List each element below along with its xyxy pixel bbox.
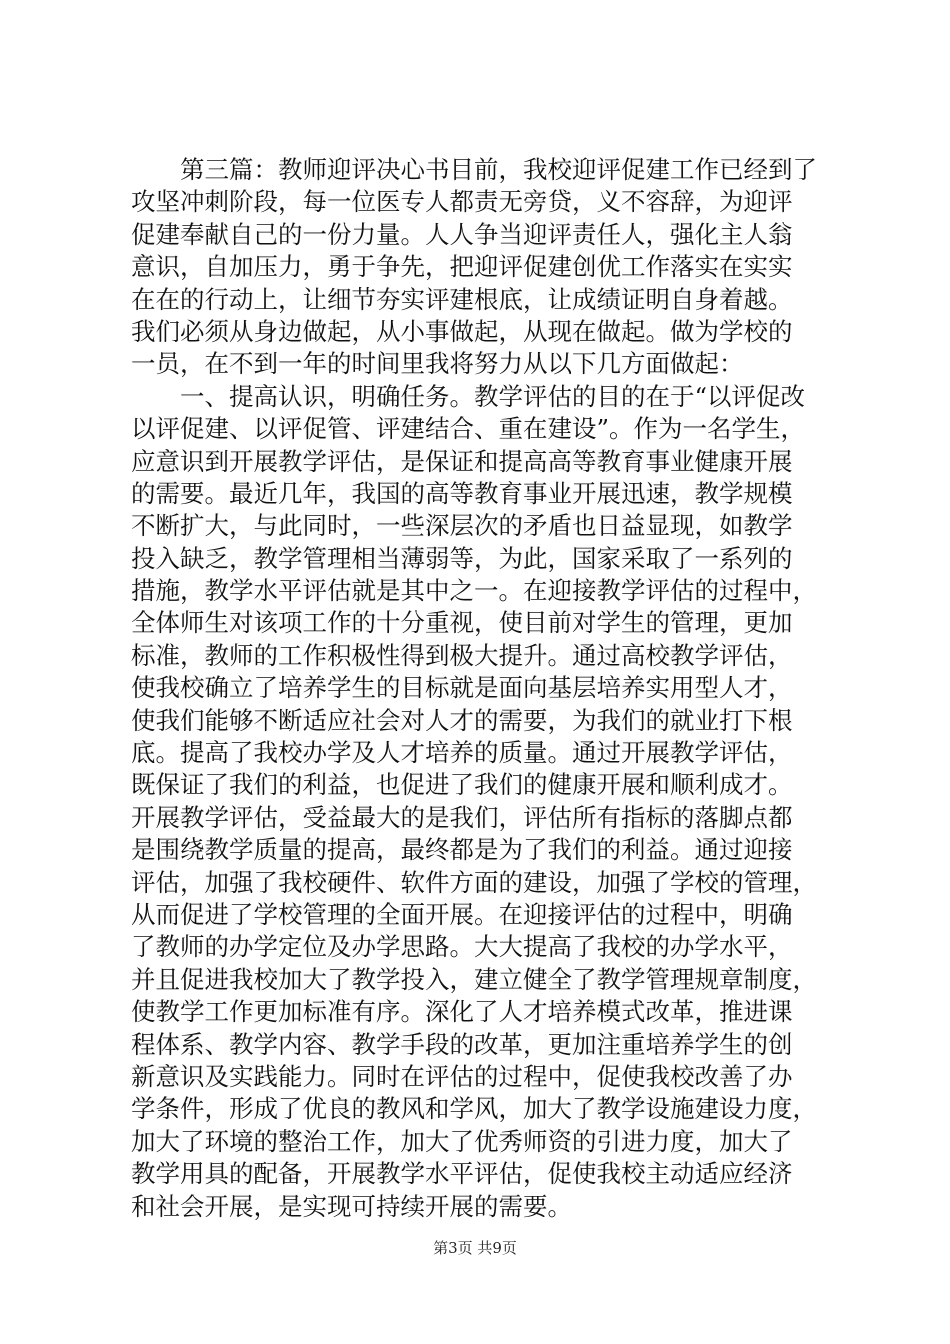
text-line: 底。提高了我校办学及人才培养的质量。通过开展教学评估， <box>131 738 793 768</box>
text-line: 使教学工作更加标准有序。深化了人才培养模式改革，推进课 <box>131 997 793 1027</box>
text-line: 不断扩大，与此同时，一些深层次的矛盾也日益显现，如教学 <box>131 511 793 541</box>
text-line: 学条件，形成了优良的教风和学风，加大了教学设施建设力度， <box>131 1094 817 1124</box>
text-line: 措施，教学水平评估就是其中之一。在迎接教学评估的过程中， <box>131 576 817 606</box>
text-line: 标准，教师的工作积极性得到极大提升。通过高校教学评估， <box>131 640 793 670</box>
text-line: 攻坚冲刺阶段，每一位医专人都责无旁贷，义不容辞，为迎评 <box>131 187 793 217</box>
text-line: 使我们能够不断适应社会对人才的需要，为我们的就业打下根 <box>131 705 793 735</box>
text-line: 投入缺乏，教学管理相当薄弱等，为此，国家采取了一系列的 <box>131 543 793 573</box>
text-line: 并且促进我校加大了教学投入，建立健全了教学管理规章制度， <box>131 964 817 994</box>
text-line: 全体师生对该项工作的十分重视，使目前对学生的管理，更加 <box>131 608 793 638</box>
text-line: 使我校确立了培养学生的目标就是面向基层培养实用型人才， <box>131 673 793 703</box>
text-line: 加大了环境的整治工作，加大了优秀师资的引进力度，加大了 <box>131 1126 793 1156</box>
document-body <box>131 154 834 1223</box>
text-line: 程体系、教学内容、教学手段的改革，更加注重培养学生的创 <box>131 1029 793 1059</box>
text-line: 一、提高认识，明确任务。教学评估的目的在于“以评促改 <box>131 381 806 411</box>
text-line: 是围绕教学质量的提高，最终都是为了我们的利益。通过迎接 <box>131 835 793 865</box>
text-line: 和社会开展，是实现可持续开展的需要。 <box>131 1191 572 1221</box>
text-line: 的需要。最近几年，我国的高等教育事业开展迅速，教学规模 <box>131 478 793 508</box>
text-line: 促建奉献自己的一份力量。人人争当迎评责任人，强化主人翁 <box>131 219 793 249</box>
text-line: 教学用具的配备，开展教学水平评估，促使我校主动适应经济 <box>131 1159 793 1189</box>
text-line: 评估，加强了我校硬件、软件方面的建设，加强了学校的管理， <box>131 867 817 897</box>
text-line: 意识，自加压力，勇于争先，把迎评促建创优工作落实在实实 <box>131 252 793 282</box>
text-line: 我们必须从身边做起，从小事做起，从现在做起。做为学校的 <box>131 316 793 346</box>
text-line: 应意识到开展教学评估，是保证和提高高等教育事业健康开展 <box>131 446 793 476</box>
text-line: 从而促进了学校管理的全面开展。在迎接评估的过程中，明确 <box>131 899 793 929</box>
text-line: 新意识及实践能力。同时在评估的过程中，促使我校改善了办 <box>131 1061 793 1091</box>
page-footer: 第3页 共9页 <box>433 1239 517 1257</box>
text-line: 第三篇：教师迎评决心书目前，我校迎评促建工作已经到了 <box>131 155 817 184</box>
text-line: 一员，在不到一年的时间里我将努力从以下几方面做起： <box>131 349 744 379</box>
text-line: 以评促建、以评促管、评建结合、重在建设”。作为一名学生， <box>131 414 806 444</box>
text-line: 在在的行动上，让细节夯实评建根底，让成绩证明自身着越。 <box>131 284 793 314</box>
text-line: 开展教学评估，受益最大的是我们，评估所有指标的落脚点都 <box>131 802 793 832</box>
text-line: 了教师的办学定位及办学思路。大大提高了我校的办学水平， <box>131 932 793 962</box>
text-line: 既保证了我们的利益，也促进了我们的健康开展和顺利成才。 <box>131 770 793 800</box>
